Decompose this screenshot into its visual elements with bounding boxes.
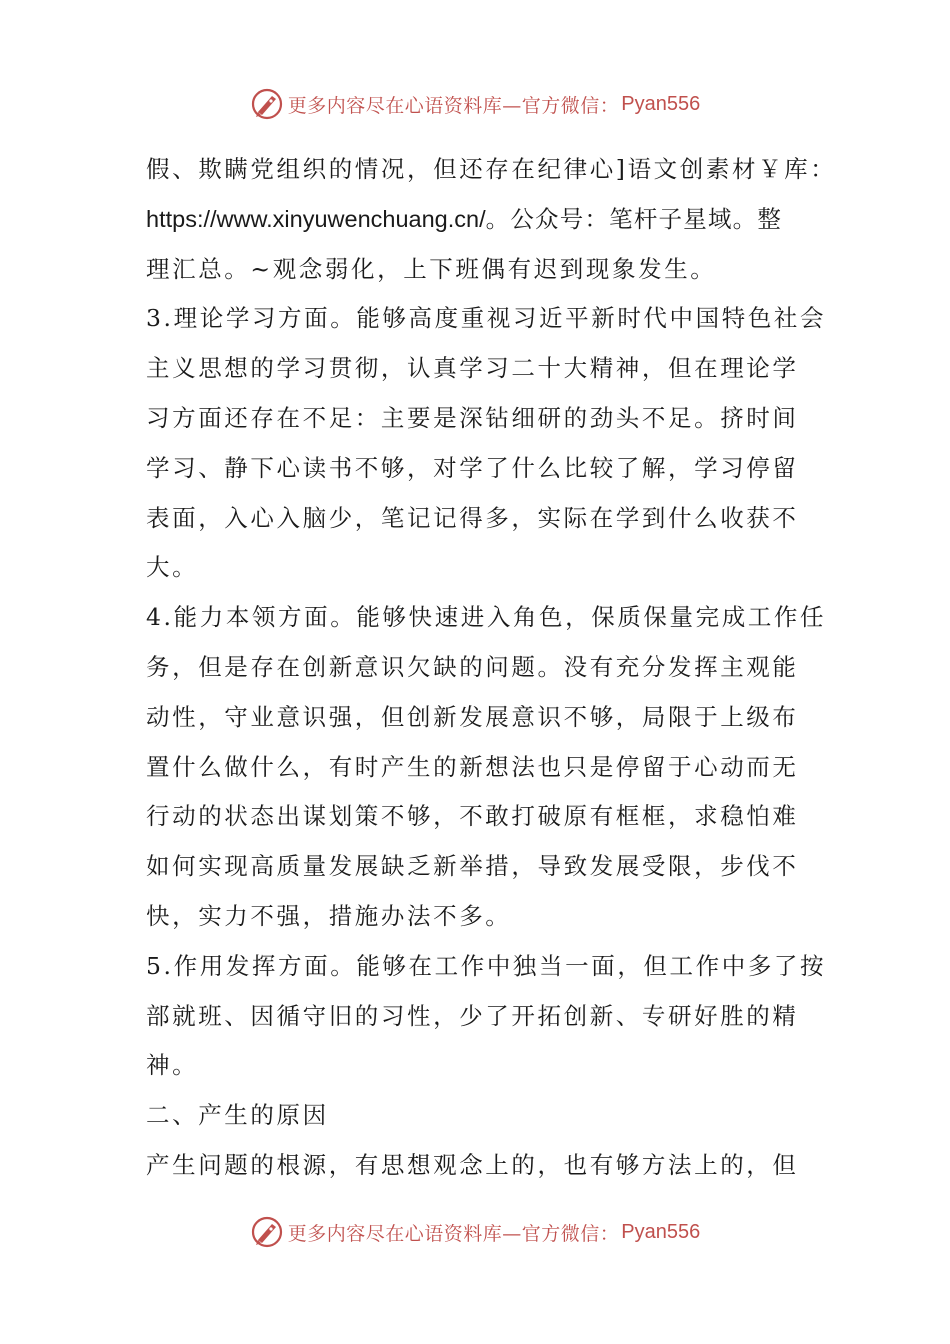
- footer-watermark-banner: [0, 1212, 950, 1252]
- text-line: 5.作用发挥方面。能够在工作中独当一面，但工作中多了按: [146, 951, 827, 980]
- header-watermark-banner: [0, 84, 950, 124]
- watermark-text: 更多内容尽在心语资料库—官方微信：: [287, 94, 620, 117]
- section-heading: 二、产生的原因: [146, 1101, 329, 1130]
- text-line: 主义思想的学习贯彻，认真学习二十大精神，但在理论学: [146, 354, 799, 383]
- text-line: 务，但是存在创新意识欠缺的问题。没有充分发挥主观能: [146, 652, 799, 681]
- text-line: 假、欺瞒党组织的情况，但还存在纪律心]语文创素材￥库：: [146, 155, 837, 183]
- text-line: 学习、静下心读书不够，对学了什么比较了解，学习停留: [146, 453, 799, 482]
- text-line: 行动的状态出谋划策不够，不敢打破原有框框，求稳怕难: [146, 802, 799, 831]
- url-text: https://www.xinyuwenchuang.cn/: [146, 205, 486, 232]
- text-line: 表面，入心入脑少，笔记记得多，实际在学到什么收获不: [146, 503, 799, 532]
- text-line: 部就班、因循守旧的习性，少了开拓创新、专研好胜的精: [146, 1001, 799, 1030]
- text-line: 动性，守业意识强，但创新发展意识不够，局限于上级布: [146, 702, 799, 731]
- document-body: [146, 145, 837, 1191]
- text-line: 习方面还存在不足：主要是深钻细研的劲头不足。挤时间: [146, 403, 799, 432]
- text-line: 大。: [146, 553, 199, 582]
- text-line: 理汇总。~观念弱化，上下班偶有迟到现象发生。: [146, 254, 717, 283]
- text-line: 产生问题的根源，有思想观念上的，也有够方法上的，但: [146, 1150, 799, 1179]
- watermark-wechat-id: Pyan556: [621, 92, 701, 115]
- text-line: 4.能力本领方面。能够快速进入角色，保质保量完成工作任: [146, 603, 827, 632]
- watermark-wechat-id: Pyan556: [621, 1220, 701, 1243]
- text-line: 神。: [146, 1051, 199, 1080]
- pen-nib-logo-icon: [250, 1215, 284, 1249]
- text-line-url: [146, 195, 806, 245]
- pen-nib-logo-icon: [250, 87, 284, 121]
- text-line: 3.理论学习方面。能够高度重视习近平新时代中国特色社会: [146, 304, 827, 333]
- text-line-rest: 。公众号：笔杆子星域。整: [485, 204, 783, 233]
- watermark-text: 更多内容尽在心语资料库—官方微信：: [287, 1222, 620, 1245]
- text-line: 快，实力不强，措施办法不多。: [146, 901, 512, 930]
- text-line: 如何实现高质量发展缺乏新举措，导致发展受限，步伐不: [146, 852, 799, 881]
- text-line: 置什么做什么，有时产生的新想法也只是停留于心动而无: [146, 752, 799, 781]
